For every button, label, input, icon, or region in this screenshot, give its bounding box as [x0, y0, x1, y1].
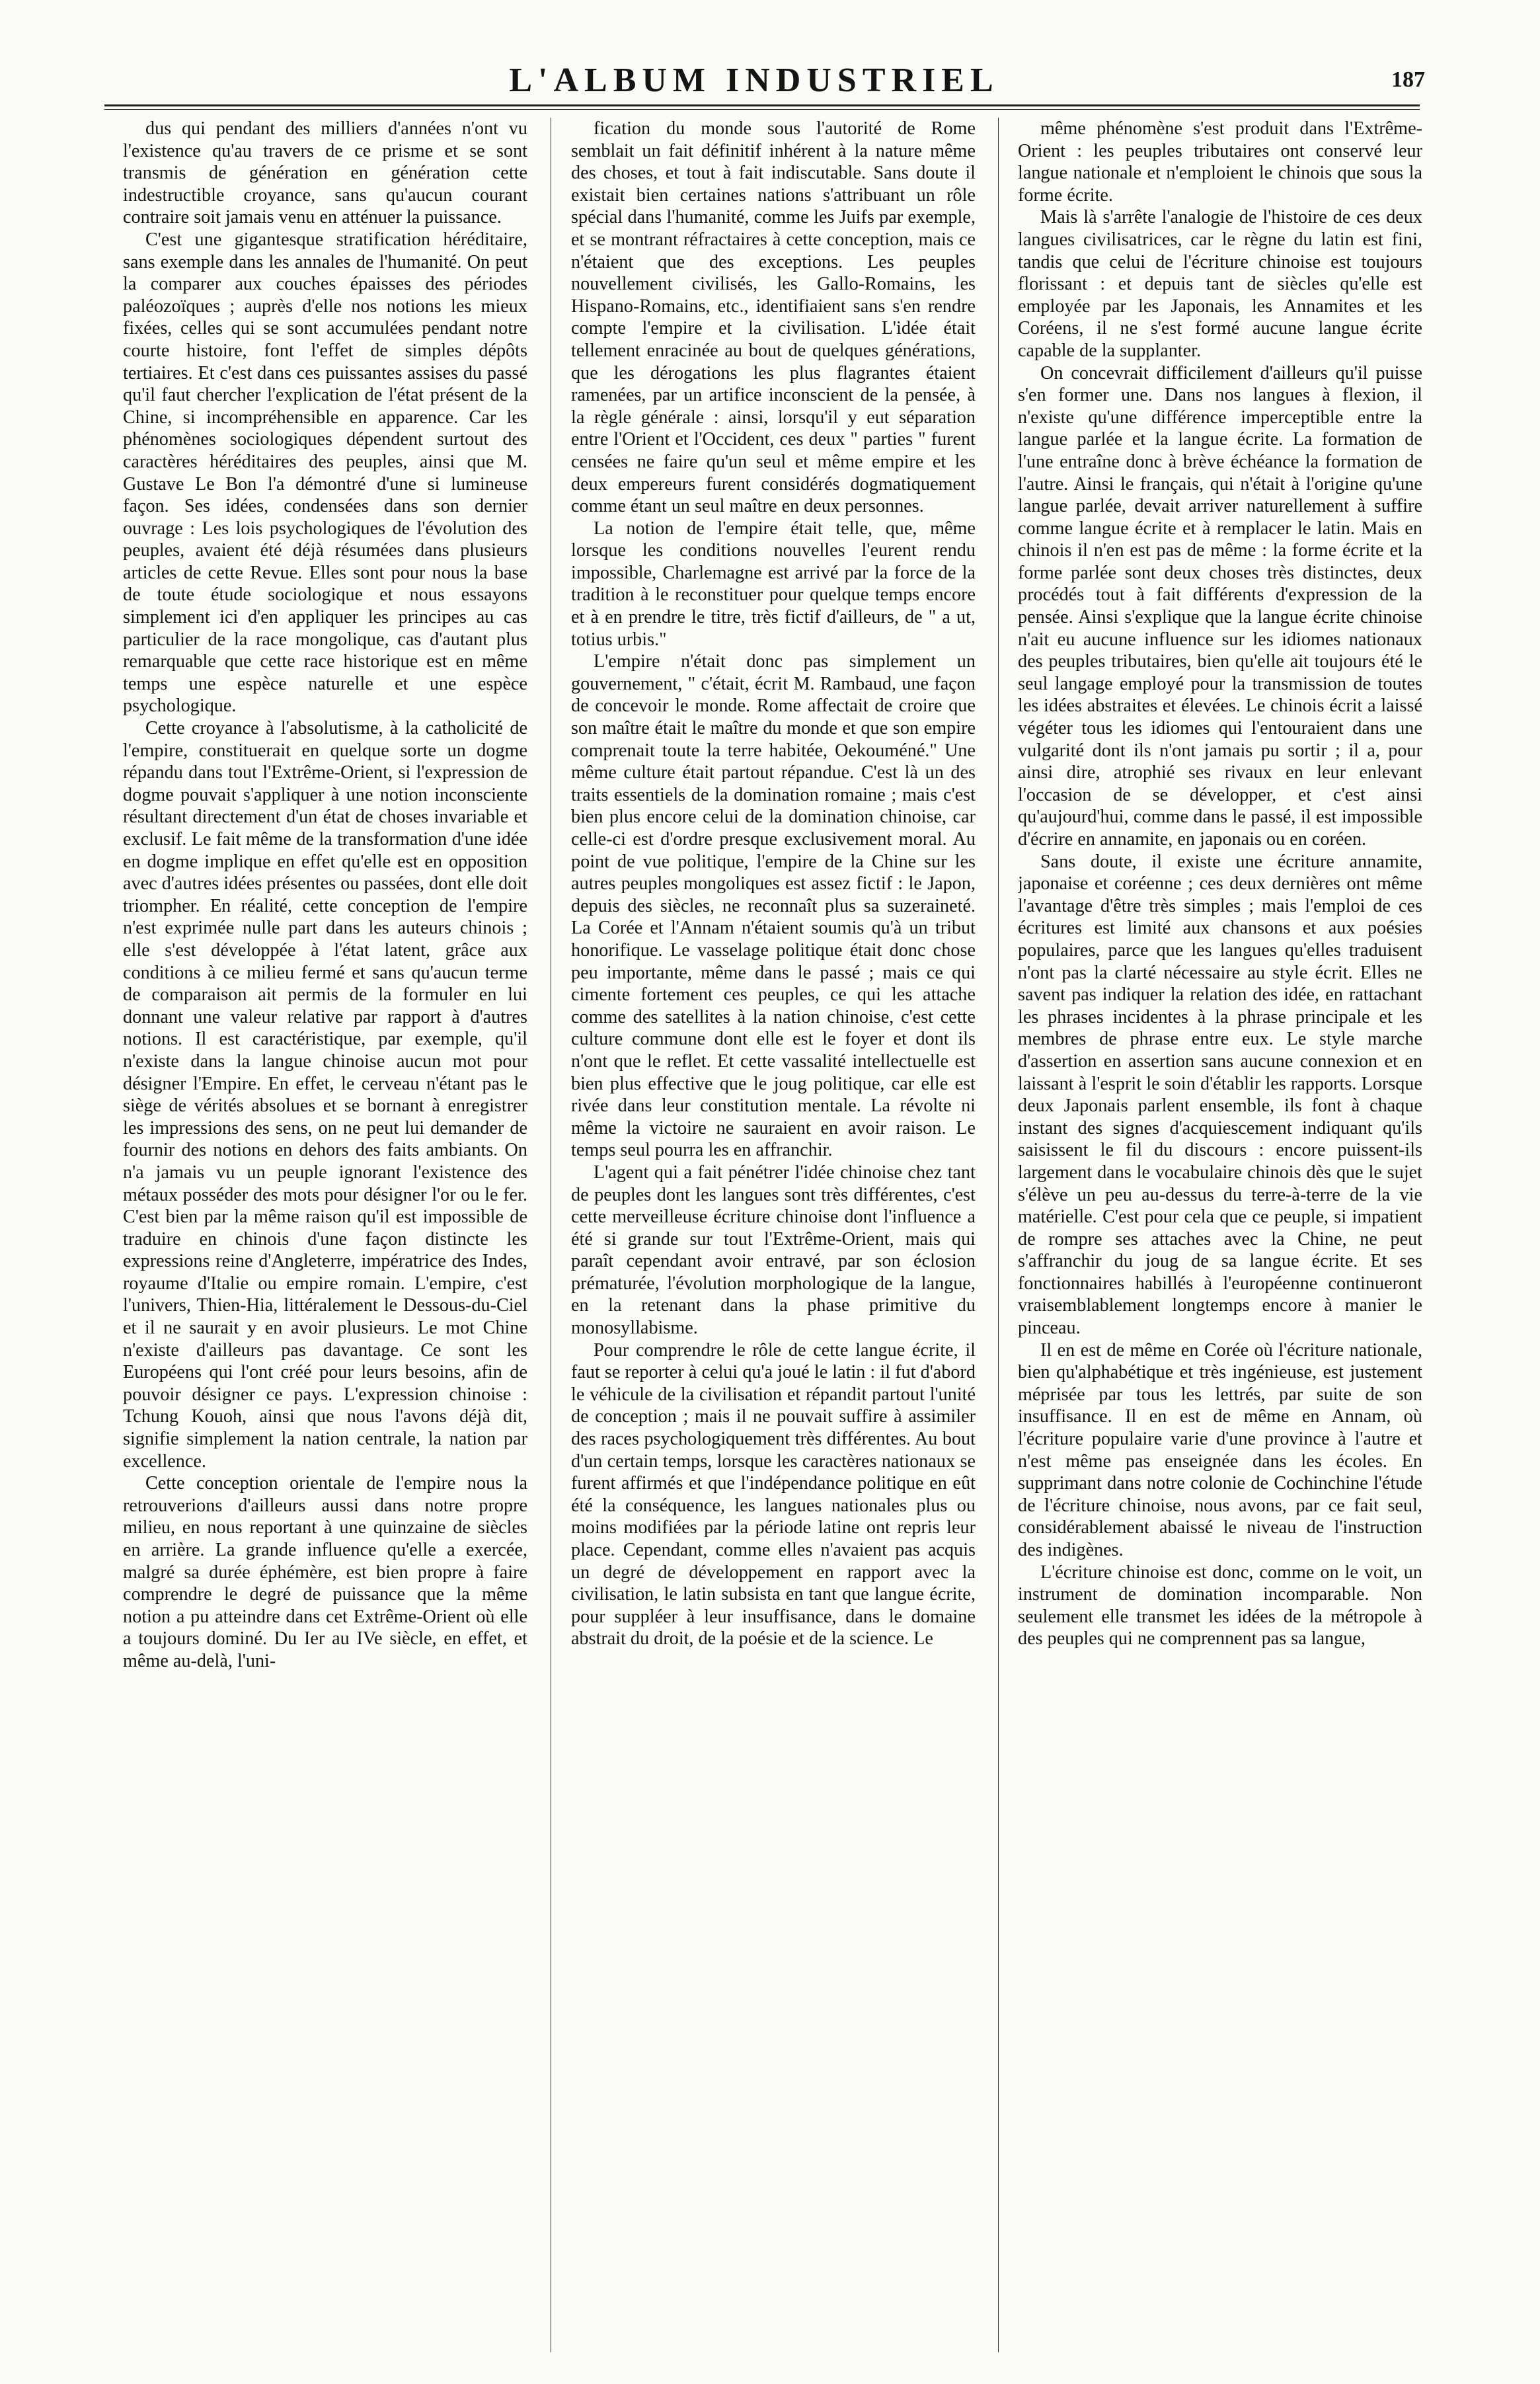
- text-column-1: [123, 118, 527, 2352]
- paragraph: Il en est de même en Corée où l'écriture nationale, bien qu'alphabétique et très ingénieuse, est justement méprisée par tous les lettrés, par suite de son insuffisance. Il en est de même en Annam, où l'écriture populaire varie d'une province à l'autre et n'est même pas enseignée dans les écoles. En supprimant dans notre colonie de Cochinchine l'étude de l'écriture chinoise, nous avons, par ce fait seul, considérablement abaissé le niveau de l'instruction des indigènes.: [1018, 1339, 1422, 1560]
- paragraph: Pour comprendre le rôle de cette langue écrite, il faut se reporter à celui qu'a joué le latin : il fut d'abord le véhicule de la civilisation et répandit partout l'unité de conception ; mais il ne pouvait suffire à assimiler des races psychologiquement très différentes. Au bout d'un certain temps, lorsque les caractères nationaux se furent affirmés et que l'indépendance politique en eût été la conséquence, les langues nationales plus ou moins modifiées par la période latine ont repris leur place. Cependant, comme elles n'avaient pas acquis un degré de développement en rapport avec la civilisation, le latin subsista en tant que langue écrite, pour suppléer à leur insuffisance, dans le domaine abstrait du droit, de la poésie et de la science. Le: [571, 1339, 976, 1649]
- paragraph: L'empire n'était donc pas simplement un gouvernement, " c'était, écrit M. Rambaud, une façon de concevoir le monde. Rome affectait de croire que son maître était le maître du monde et que son empire comprenait toute la terre habitée, Oekouméné." Une même culture était partout répandue. C'est là un des traits essentiels de la domination romaine ; mais c'est bien plus encore celui de la domination chinoise, car celle-ci est d'ordre presque exclusivement moral. Au point de vue politique, l'empire de la Chine sur les autres peuples mongoliques est assez fictif : le Japon, depuis des siècles, ne reconnaît plus sa suzeraineté. La Corée et l'Annam n'étaient soumis qu'à un tribut honorifique. Le vasselage politique était donc chose peu importante, même dans le passé ; mais ce qui cimente fortement ces peuples, ce qui les attache comme des satellites à la nation chinoise, c'est cette culture commune dont elle est le foyer et dont ils n'ont que le reflet. Et cette vassalité intellectuelle est bien plus effective que le joug politique, car elle est rivée dans leur constitution mentale. La révolte ni même la victoire ne sauraient en avoir raison. Le temps seul pourra les en affranchir.: [571, 651, 976, 1161]
- paragraph: Cette croyance à l'absolutisme, à la catholicité de l'empire, constituerait en quelque sorte un dogme répandu dans tout l'Extrême-Orient, si l'expression de dogme pouvait s'appliquer à une notion inconsciente résultant directement d'un état de choses invariable et exclusif. Le fait même de la transformation d'une idée en dogme implique en effet qu'elle est en opposition avec d'autres idées présentes ou passées, dont elle doit triompher. En réalité, cette conception de l'empire n'est exprimée nulle part dans les auteurs chinois ; elle s'est développée à l'état latent, grâce aux conditions à ce milieu fermé et sans qu'aucun terme de comparaison ait permis de la formuler en lui donnant une valeur relative par rapport à d'autres notions. Il est caractéristique, par exemple, qu'il n'existe dans la langue chinoise aucun mot pour désigner l'Empire. En effet, le cerveau n'étant pas le siège de vérités absolues et se bornant à enregistrer les impressions des sens, on ne peut lui demander de fournir des notions en dehors des faits ambiants. On n'a jamais vu un peuple ignorant l'existence des métaux posséder des mots pour désigner l'or ou le fer. C'est bien par la même raison qu'il est impossible de traduire en chinois d'une façon distincte les expressions reine d'Angleterre, impératrice des Indes, royaume d'Italie ou empire romain. L'empire, c'est l'univers, Thien-Hia, littéralement le Dessous-du-Ciel et il ne saurait y en avoir plusieurs. Le mot Chine n'existe d'ailleurs pas davantage. Ce sont les Européens qui l'ont créé pour leurs besoins, afin de pouvoir désigner ce pays. L'expression chinoise : Tchung Kouoh, ainsi que nous l'avons déjà dit, signifie simplement la nation centrale, la nation par excellence.: [123, 718, 527, 1472]
- paragraph: dus qui pendant des milliers d'années n'ont vu l'existence qu'au travers de ce prisme et se sont transmis de génération en génération cette indestructible croyance, sans qu'aucun courant contraire soit jamais venu en atténuer la puissance.: [123, 118, 527, 228]
- paragraph: Sans doute, il existe une écriture annamite, japonaise et coréenne ; ces deux dernières ont même l'avantage d'être très simples ; mais l'emploi de ces écritures est limité aux chansons et aux poésies populaires, parce que les langues qu'elles traduisent n'ont pas la clarté nécessaire au style écrit. Elles ne savent pas indiquer la relation des idée, en rattachant les phrases incidentes à la phrase principale et les membres de phrase entre eux. Le style marche d'assertion en assertion sans aucune connexion et en laissant à l'esprit le soin d'établir les rapports. Lorsque deux Japonais parlent ensemble, ils font à chaque instant des signes d'acquiescement indiquant qu'ils saisissent le fil du discours : encore puissent-ils largement dans le vocabulaire chinois dès que le sujet s'élève un peu au-dessus du terre-à-terre de la vie matérielle. C'est pour cela que ce peuple, si impatient de rompre ses attaches avec la Chine, ne peut s'affranchir du joug de sa langue écrite. Et ses fonctionnaires habillés à l'européenne continueront vraisemblablement longtemps encore à manier le pinceau.: [1018, 851, 1422, 1339]
- header-rule: [104, 104, 1420, 106]
- paragraph: C'est une gigantesque stratification héréditaire, sans exemple dans les annales de l'humanité. On peut la comparer aux couches épaisses des périodes paléozoïques ; auprès d'elle nos notions les mieux fixées, celles qui se sont accumulées pendant notre courte histoire, font l'effet de simples dépôts tertiaires. Et c'est dans ces puissantes assises du passé qu'il faut chercher l'explication de l'état présent de la Chine, si incompréhensible en apparence. Car les phénomènes sociologiques dépendent surtout des caractères héréditaires des peuples, ainsi que M. Gustave Le Bon l'a démontré d'une si lumineuse façon. Ses idées, condensées dans son dernier ouvrage : Les lois psychologiques de l'évolution des peuples, avaient été déjà résumées dans plusieurs articles de cette Revue. Elles sont pour nous la base de toute étude sociologique et nous essayons simplement ici d'en appliquer les principes au cas particulier de la race mongolique, cas d'autant plus remarquable que cette race historique est en même temps une espèce naturelle et une espèce psychologique.: [123, 229, 527, 717]
- paragraph: Mais là s'arrête l'analogie de l'histoire de ces deux langues civilisatrices, car le règne du latin est fini, tandis que celui de l'écriture chinoise est toujours florissant : et depuis tant de siècles qu'elle est employée par les Japonais, les Annamites et les Coréens, il ne s'est formé aucune langue écrite capable de la supplanter.: [1018, 207, 1422, 361]
- page-number: 187: [1391, 67, 1425, 92]
- text-column-3: [1018, 118, 1422, 2352]
- paragraph: fication du monde sous l'autorité de Rome semblait un fait définitif inhérent à la nature même des choses, et tout à fait indiscutable. Sans doute il existait bien certaines nations s'attribuant un rôle spécial dans l'humanité, comme les Juifs par exemple, et se montrant réfractaires à cette conception, mais ce n'étaient que des exceptions. Les peuples nouvellement civilisés, les Gallo-Romains, les Hispano-Romains, etc., identifiaient sans s'en rendre compte l'empire et la civilisation. L'idée était tellement enracinée au bout de quelques générations, que les dérogations les plus flagrantes étaient ramenées, par un artifice inconscient de la pensée, à la règle générale : ainsi, lorsqu'il y eut séparation entre l'Orient et l'Occident, ces deux " parties " furent censées ne faire qu'un seul et même empire et les deux empereurs furent considérés dogmatiquement comme étant un seul maître en deux personnes.: [571, 118, 976, 517]
- text-column-2: [571, 118, 976, 2352]
- paragraph: L'agent qui a fait pénétrer l'idée chinoise chez tant de peuples dont les langues sont très différentes, c'est cette merveilleuse écriture chinoise dont l'influence a été si grande sur tout l'Extrême-Orient, mais qui paraît cependant avoir entravé, par son éclosion prématurée, l'évolution morphologique de la langue, en la retenant dans la phase primitive du monosyllabisme.: [571, 1162, 976, 1339]
- journal-title: L'ALBUM INDUSTRIEL: [509, 61, 999, 99]
- column-divider: [998, 118, 999, 2352]
- paragraph: On concevrait difficilement d'ailleurs qu'il puisse s'en former une. Dans nos langues à flexion, il n'existe qu'une différence imperceptible entre la langue parlée et la langue écrite. La formation de l'une entraîne donc à brève échéance la formation de l'autre. Ainsi le français, qui n'était à l'origine qu'une langue parlée, devait arriver naturellement à suffire comme langue écrite et à remplacer le latin. Mais en chinois il n'en est pas de même : la forme écrite et la forme parlée sont deux choses très distinctes, deux procédés tout à fait différents d'expression de la pensée. Ainsi s'explique que la langue écrite chinoise n'ait eu aucune influence sur les idiomes nationaux des peuples tributaires, bien qu'elle ait toujours été le seul langage employé pour la transmission de toutes les idées abstraites et élevées. Le chinois écrit a laissé végéter tous les idiomes qui l'entouraient dans une vulgarité dont ils n'ont jamais pu sortir ; il a, pour ainsi dire, atrophié ses rivaux en leur enlevant l'occasion de se développer, et c'est ainsi qu'aujourd'hui, comme dans le passé, il est impossible d'écrire en annamite, en japonais ou en coréen.: [1018, 362, 1422, 850]
- paragraph: Cette conception orientale de l'empire nous la retrouverions d'ailleurs aussi dans notre propre milieu, en nous reportant à une quinzaine de siècles en arrière. La grande influence qu'elle a exercée, malgré sa durée éphémère, est bien propre à faire comprendre le degré de puissance que la même notion a pu atteindre dans cet Extrême-Orient où elle a toujours dominé. Du Ier au IVe siècle, en effet, et même au-delà, l'uni-: [123, 1473, 527, 1671]
- paragraph: La notion de l'empire était telle, que, même lorsque les conditions nouvelles l'eurent rendu impossible, Charlemagne est arrivé par la force de la tradition à le reconstituer pour quelque temps encore et à en prendre le titre, très fictif d'ailleurs, de " a ut, totius urbis.": [571, 518, 976, 650]
- paragraph: L'écriture chinoise est donc, comme on le voit, un instrument de domination incomparable. Non seulement elle transmet les idées de la métropole à des peuples qui ne comprennent pas sa langue,: [1018, 1562, 1422, 1649]
- page-header: [83, 61, 1425, 107]
- header-rule-thin: [104, 109, 1420, 110]
- paragraph: même phénomène s'est produit dans l'Extrême-Orient : les peuples tributaires ont conservé leur langue nationale et n'emploient le chinois que sous la forme écrite.: [1018, 118, 1422, 206]
